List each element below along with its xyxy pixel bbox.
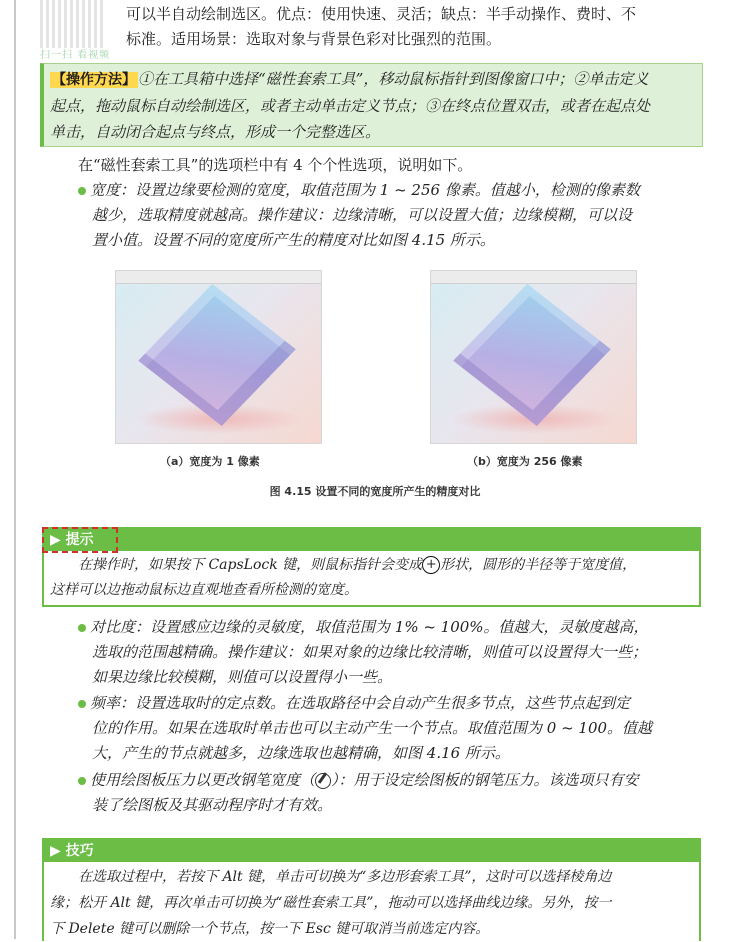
skill-label: ▶ 技巧 bbox=[50, 843, 94, 859]
operation-line-2: 起点，拖动鼠标自动绘制选区，或者主动单击定义节点；③在终点位置双击，或者在起点处 bbox=[50, 97, 651, 115]
frequency-item: 频率：设置选取时的定点数。在选取路径中会自动产生很多节点，这些节点起到定 位的作用。如果在选取时单击也可以主动产生一个节点。取值范围为 0 ~ 100。值越 大，产生的节点就越多，边缘选取也越精确，如图 4.16 所示。 bbox=[78, 691, 700, 766]
photoshop-toolbar bbox=[431, 271, 636, 284]
figure-b-caption: （b）宽度为 256 像素 bbox=[467, 455, 583, 468]
bullet-icon bbox=[78, 187, 86, 195]
options-intro: 在“磁性套索工具”的选项栏中有 4 个个性选项，说明如下。 bbox=[78, 156, 473, 174]
tip-highlight-box bbox=[42, 527, 118, 553]
bullet-icon bbox=[78, 700, 86, 708]
intro-line-2: 标准。适用场景：选取对象与背景色彩对比强烈的范围。 bbox=[126, 30, 502, 48]
figure-b-image bbox=[430, 270, 637, 444]
width-item: 宽度：设置边缘要检测的宽度，取值范围为 1 ~ 256 像素。值越小，检测的像素数 越少，选取精度就越高。操作建议：边缘清晰，可以设置大值；边缘模糊，可以设 置小值。设置不同的宽度所产生的精度对比如图 4.15 所示。 bbox=[78, 178, 700, 253]
skill-header bbox=[44, 840, 699, 862]
tip-line-1: 在操作时，如果按下 CapsLock 键，则鼠标指针会变成 + 形状，圆形的半径等于宽度值， bbox=[78, 557, 637, 573]
tip-label: ▶ 提示 bbox=[50, 532, 94, 548]
photoshop-toolbar bbox=[116, 271, 321, 284]
figure-a-image bbox=[115, 270, 322, 444]
qr-caption: 扫一扫 看视频 bbox=[40, 50, 111, 61]
bullet-icon bbox=[78, 777, 86, 785]
skill-line-2: 缘；松开 Alt 键，再次单击可切换为“磁性套索工具”，拖动可以选择曲线边缘。另外，按一 bbox=[50, 895, 612, 911]
intro-line-1: 可以半自动绘制选区。优点：使用快速、灵活；缺点：半手动操作、费时、不 bbox=[126, 5, 637, 23]
contrast-item: 对比度：设置感应边缘的灵敏度，取值范围为 1% ~ 100%。值越大，灵敏度越高， 选取的范围越精确。操作建议：如果对象的边缘比较清晰，则值可以设置得大一些； 如果边缘比较模糊，则值可以设置得小一些。 bbox=[78, 615, 700, 690]
qr-code bbox=[40, 0, 104, 48]
pen-pressure-icon bbox=[315, 773, 331, 789]
operation-line-3: 单击，自动闭合起点与终点，形成一个完整选区。 bbox=[50, 123, 381, 141]
skill-box bbox=[42, 838, 701, 941]
operation-tag: 【操作方法】 bbox=[52, 72, 136, 88]
cube-canvas bbox=[431, 284, 636, 443]
cube-canvas bbox=[116, 284, 321, 443]
skill-line-1: 在选取过程中，若按下 Alt 键，单击可切换为“多边形套索工具”，这时可以选择棱角边 bbox=[78, 869, 612, 885]
operation-line-1: 【操作方法】 ①在工具箱中选择“磁性套索工具”，移动鼠标指针到图像窗口中；②单击定义 bbox=[52, 70, 649, 88]
bullet-icon bbox=[78, 624, 86, 632]
page-edge bbox=[14, 0, 16, 939]
tip-box bbox=[42, 527, 701, 607]
figure-title: 图 4.15 设置不同的宽度所产生的精度对比 bbox=[269, 485, 481, 498]
figure-a-caption: （a）宽度为 1 像素 bbox=[160, 455, 260, 468]
tip-header bbox=[44, 529, 699, 551]
tip-line-2: 这样可以边拖动鼠标边直观地查看所检测的宽度。 bbox=[50, 582, 358, 598]
circle-cursor-icon: + bbox=[422, 556, 440, 574]
skill-line-3: 下 Delete 键可以删除一个节点，按一下 Esc 键可取消当前选定内容。 bbox=[50, 921, 490, 937]
pressure-item: 使用绘图板压力以更改钢笔宽度（ ）：用于设定绘图板的钢笔压力。该选项只有安 装了绘图板及其驱动程序时才有效。 bbox=[78, 768, 700, 818]
operation-box bbox=[40, 63, 703, 147]
